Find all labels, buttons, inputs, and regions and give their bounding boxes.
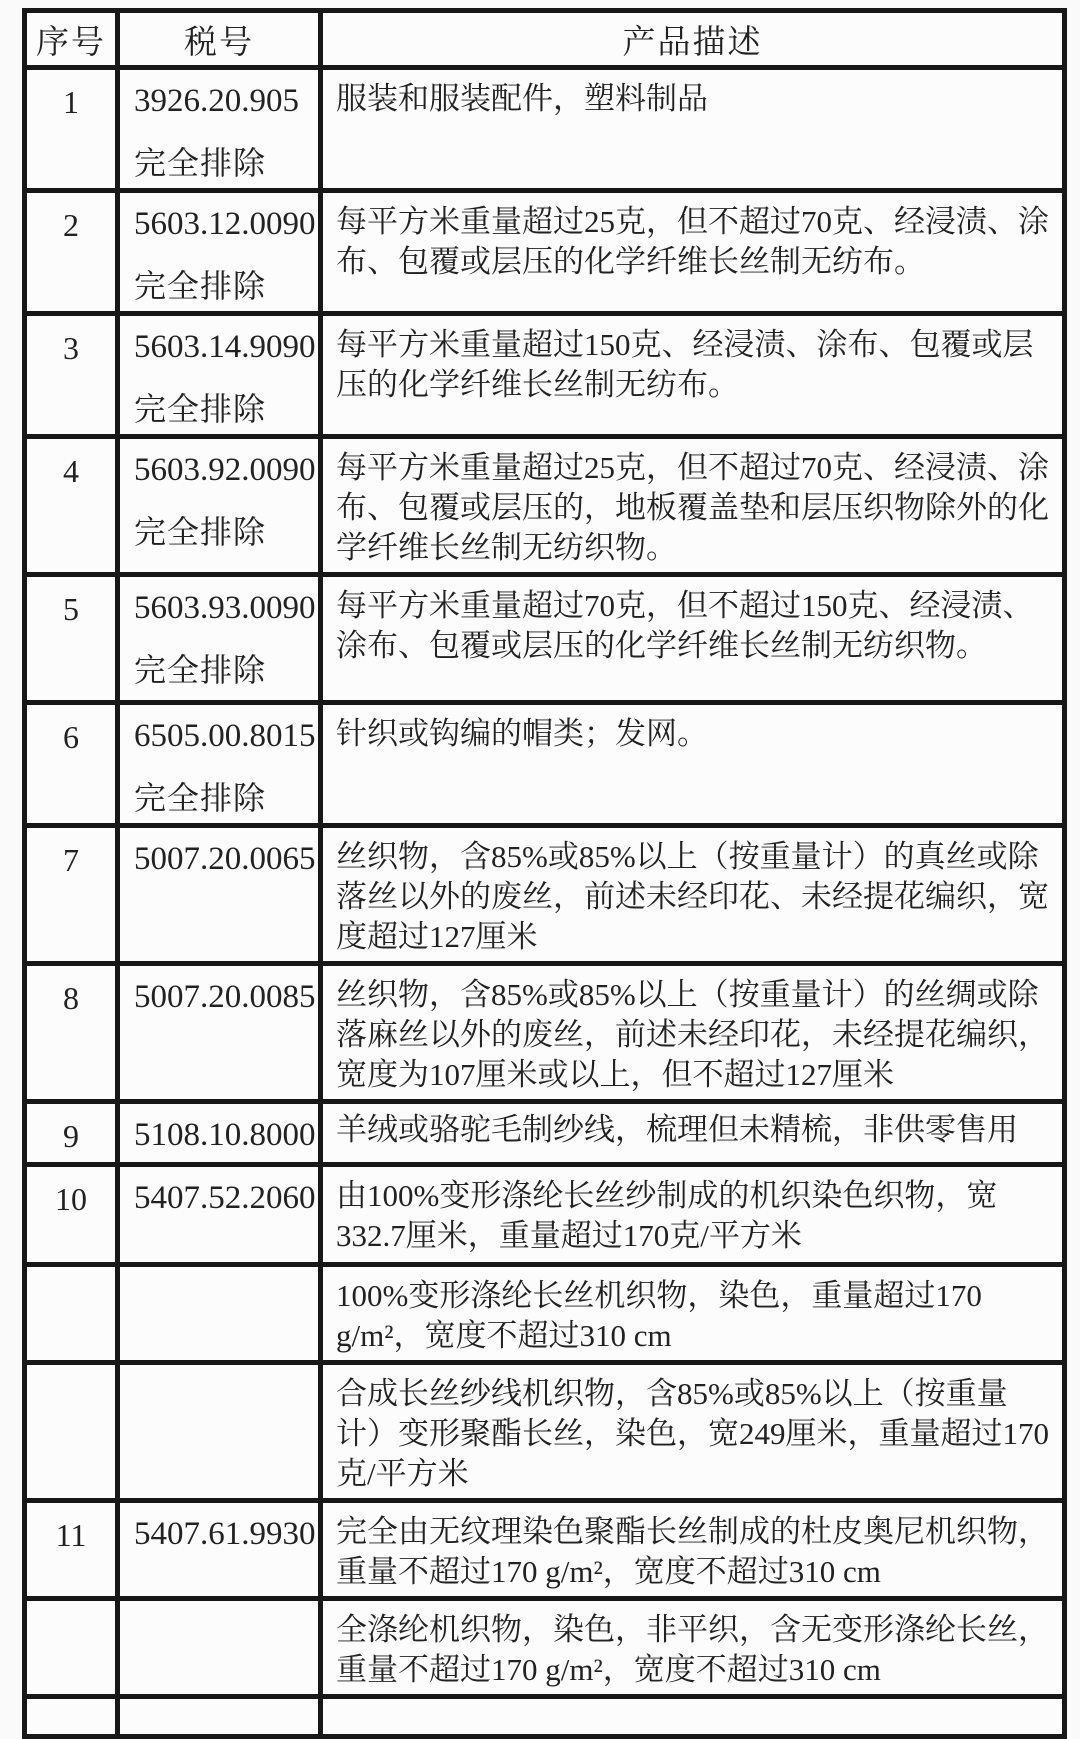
- table-row: [25, 702, 1065, 825]
- serial-number-cell: [25, 1264, 118, 1362]
- serial-number-cell: 10: [25, 1164, 118, 1264]
- tax-code: 5603.92.0090: [134, 451, 316, 488]
- tax-code-cell: [118, 436, 321, 574]
- description-cell: 全涤纶机织物，染色，非平织，含无变形涤纶长丝，重量不超过170 g/m²，宽度不超过310 cm: [321, 1598, 1065, 1696]
- description-cell: 每平方米重量超过70克，但不超过150克、经浸渍、涂布、包覆或层压的化学纤维长丝制无纺织物。: [321, 574, 1065, 702]
- description-cell: 丝织物，含85%或85%以上（按重量计）的真丝或除落丝以外的废丝，前述未经印花、未经提花编织，宽度超过127厘米: [321, 825, 1065, 963]
- description-cell: 每平方米重量超过25克，但不超过70克、经浸渍、涂布、包覆或层压的，地板覆盖垫和层压织物除外的化学纤维长丝制无纺织物。: [321, 436, 1065, 574]
- table-row: [25, 1696, 1065, 1736]
- serial-number-cell: [25, 1362, 118, 1500]
- table-row: [25, 1101, 1065, 1164]
- serial-number-cell: 6: [25, 702, 118, 825]
- serial-number-cell: [25, 1598, 118, 1696]
- tax-code: 5108.10.8000: [134, 1116, 316, 1153]
- description-cell: 每平方米重量超过25克，但不超过70克、经浸渍、涂布、包覆或层压的化学纤维长丝制无纺布。: [321, 190, 1065, 313]
- description-cell: 丝织物，含85%或85%以上（按重量计）的丝绸或除落麻丝以外的废丝，前述未经印花，未经提花编织，宽度为107厘米或以上，但不超过127厘米: [321, 963, 1065, 1101]
- tax-code-cell: [118, 190, 321, 313]
- table-row: [25, 574, 1065, 702]
- serial-number-cell: 11: [25, 1500, 118, 1598]
- tax-code: 6505.00.8015: [134, 717, 316, 754]
- tax-code-cell: [118, 1264, 321, 1362]
- exclusion-label: 完全排除: [134, 651, 267, 688]
- description-cell: 羊绒或骆驼毛制纱线，梳理但未精梳，非供零售用: [321, 1101, 1065, 1164]
- table-row: [25, 68, 1065, 191]
- header-tax-code: 税号: [118, 11, 321, 68]
- tax-code: 5407.61.9930: [134, 1515, 316, 1552]
- table-row: [25, 963, 1065, 1101]
- tax-code-cell: [118, 313, 321, 436]
- description-cell: 100%变形涤纶长丝机织物，染色，重量超过170 g/m²，宽度不超过310 cm: [321, 1264, 1065, 1362]
- table-row: [25, 436, 1065, 574]
- table-row: [25, 825, 1065, 963]
- tax-code-cell: [118, 1598, 321, 1696]
- tax-code-cell: [118, 825, 321, 963]
- table-row: [25, 1598, 1065, 1696]
- serial-number-cell: 5: [25, 574, 118, 702]
- table-row: [25, 1164, 1065, 1264]
- description-cell: 服装和服装配件，塑料制品: [321, 68, 1065, 191]
- tax-code-cell: [118, 1696, 321, 1736]
- tax-code: 5407.52.2060: [134, 1179, 316, 1216]
- exclusion-label: 完全排除: [134, 267, 267, 304]
- serial-number-cell: 1: [25, 68, 118, 191]
- exclusion-label: 完全排除: [134, 390, 267, 427]
- description-cell: 合成长丝纱线机织物，含85%或85%以上（按重量计）变形聚酯长丝，染色，宽249厘米，重量超过170克/平方米: [321, 1362, 1065, 1500]
- description-cell: 完全由无纹理染色聚酯长丝制成的杜皮奥尼机织物，重量不超过170 g/m²，宽度不超过310 cm: [321, 1500, 1065, 1598]
- serial-number-cell: 9: [25, 1101, 118, 1164]
- description-cell: 针织或钩编的帽类；发网。: [321, 702, 1065, 825]
- tax-code-cell: [118, 1164, 321, 1264]
- tax-code: 5603.93.0090: [134, 589, 316, 626]
- tax-code-cell: [118, 68, 321, 191]
- tax-code: 5603.14.9090: [134, 328, 316, 365]
- tax-code-cell: [118, 702, 321, 825]
- table-row: [25, 1362, 1065, 1500]
- exclusion-label: 完全排除: [134, 779, 267, 816]
- header-serial-number: 序号: [25, 11, 118, 68]
- table-row: [25, 190, 1065, 313]
- description-cell: 由100%变形涤纶长丝纱制成的机织染色织物，宽332.7厘米，重量超过170克/平方米: [321, 1164, 1065, 1264]
- tax-code: 5007.20.0065: [134, 840, 316, 877]
- serial-number-cell: 3: [25, 313, 118, 436]
- header-row: [25, 11, 1065, 68]
- serial-number-cell: 2: [25, 190, 118, 313]
- tax-code: 5007.20.0085: [134, 978, 316, 1015]
- tax-code: 5603.12.0090: [134, 205, 316, 242]
- tax-code-cell: [118, 963, 321, 1101]
- table-row: [25, 313, 1065, 436]
- table-row: [25, 1500, 1065, 1598]
- tax-code-cell: [118, 574, 321, 702]
- serial-number-cell: 8: [25, 963, 118, 1101]
- header-product-description: 产品描述: [321, 11, 1065, 68]
- tax-code-cell: [118, 1500, 321, 1598]
- exclusion-label: 完全排除: [134, 144, 267, 181]
- serial-number-cell: 4: [25, 436, 118, 574]
- serial-number-cell: 7: [25, 825, 118, 963]
- exclusion-label: 完全排除: [134, 513, 267, 550]
- tax-code-cell: [118, 1362, 321, 1500]
- description-cell: 每平方米重量超过150克、经浸渍、涂布、包覆或层压的化学纤维长丝制无纺布。: [321, 313, 1065, 436]
- tax-code: 3926.20.905: [134, 83, 299, 119]
- table-row: [25, 1264, 1065, 1362]
- description-cell: [321, 1696, 1065, 1736]
- tariff-exclusion-table: [22, 8, 1067, 1739]
- tax-code-cell: [118, 1101, 321, 1164]
- serial-number-cell: [25, 1696, 118, 1736]
